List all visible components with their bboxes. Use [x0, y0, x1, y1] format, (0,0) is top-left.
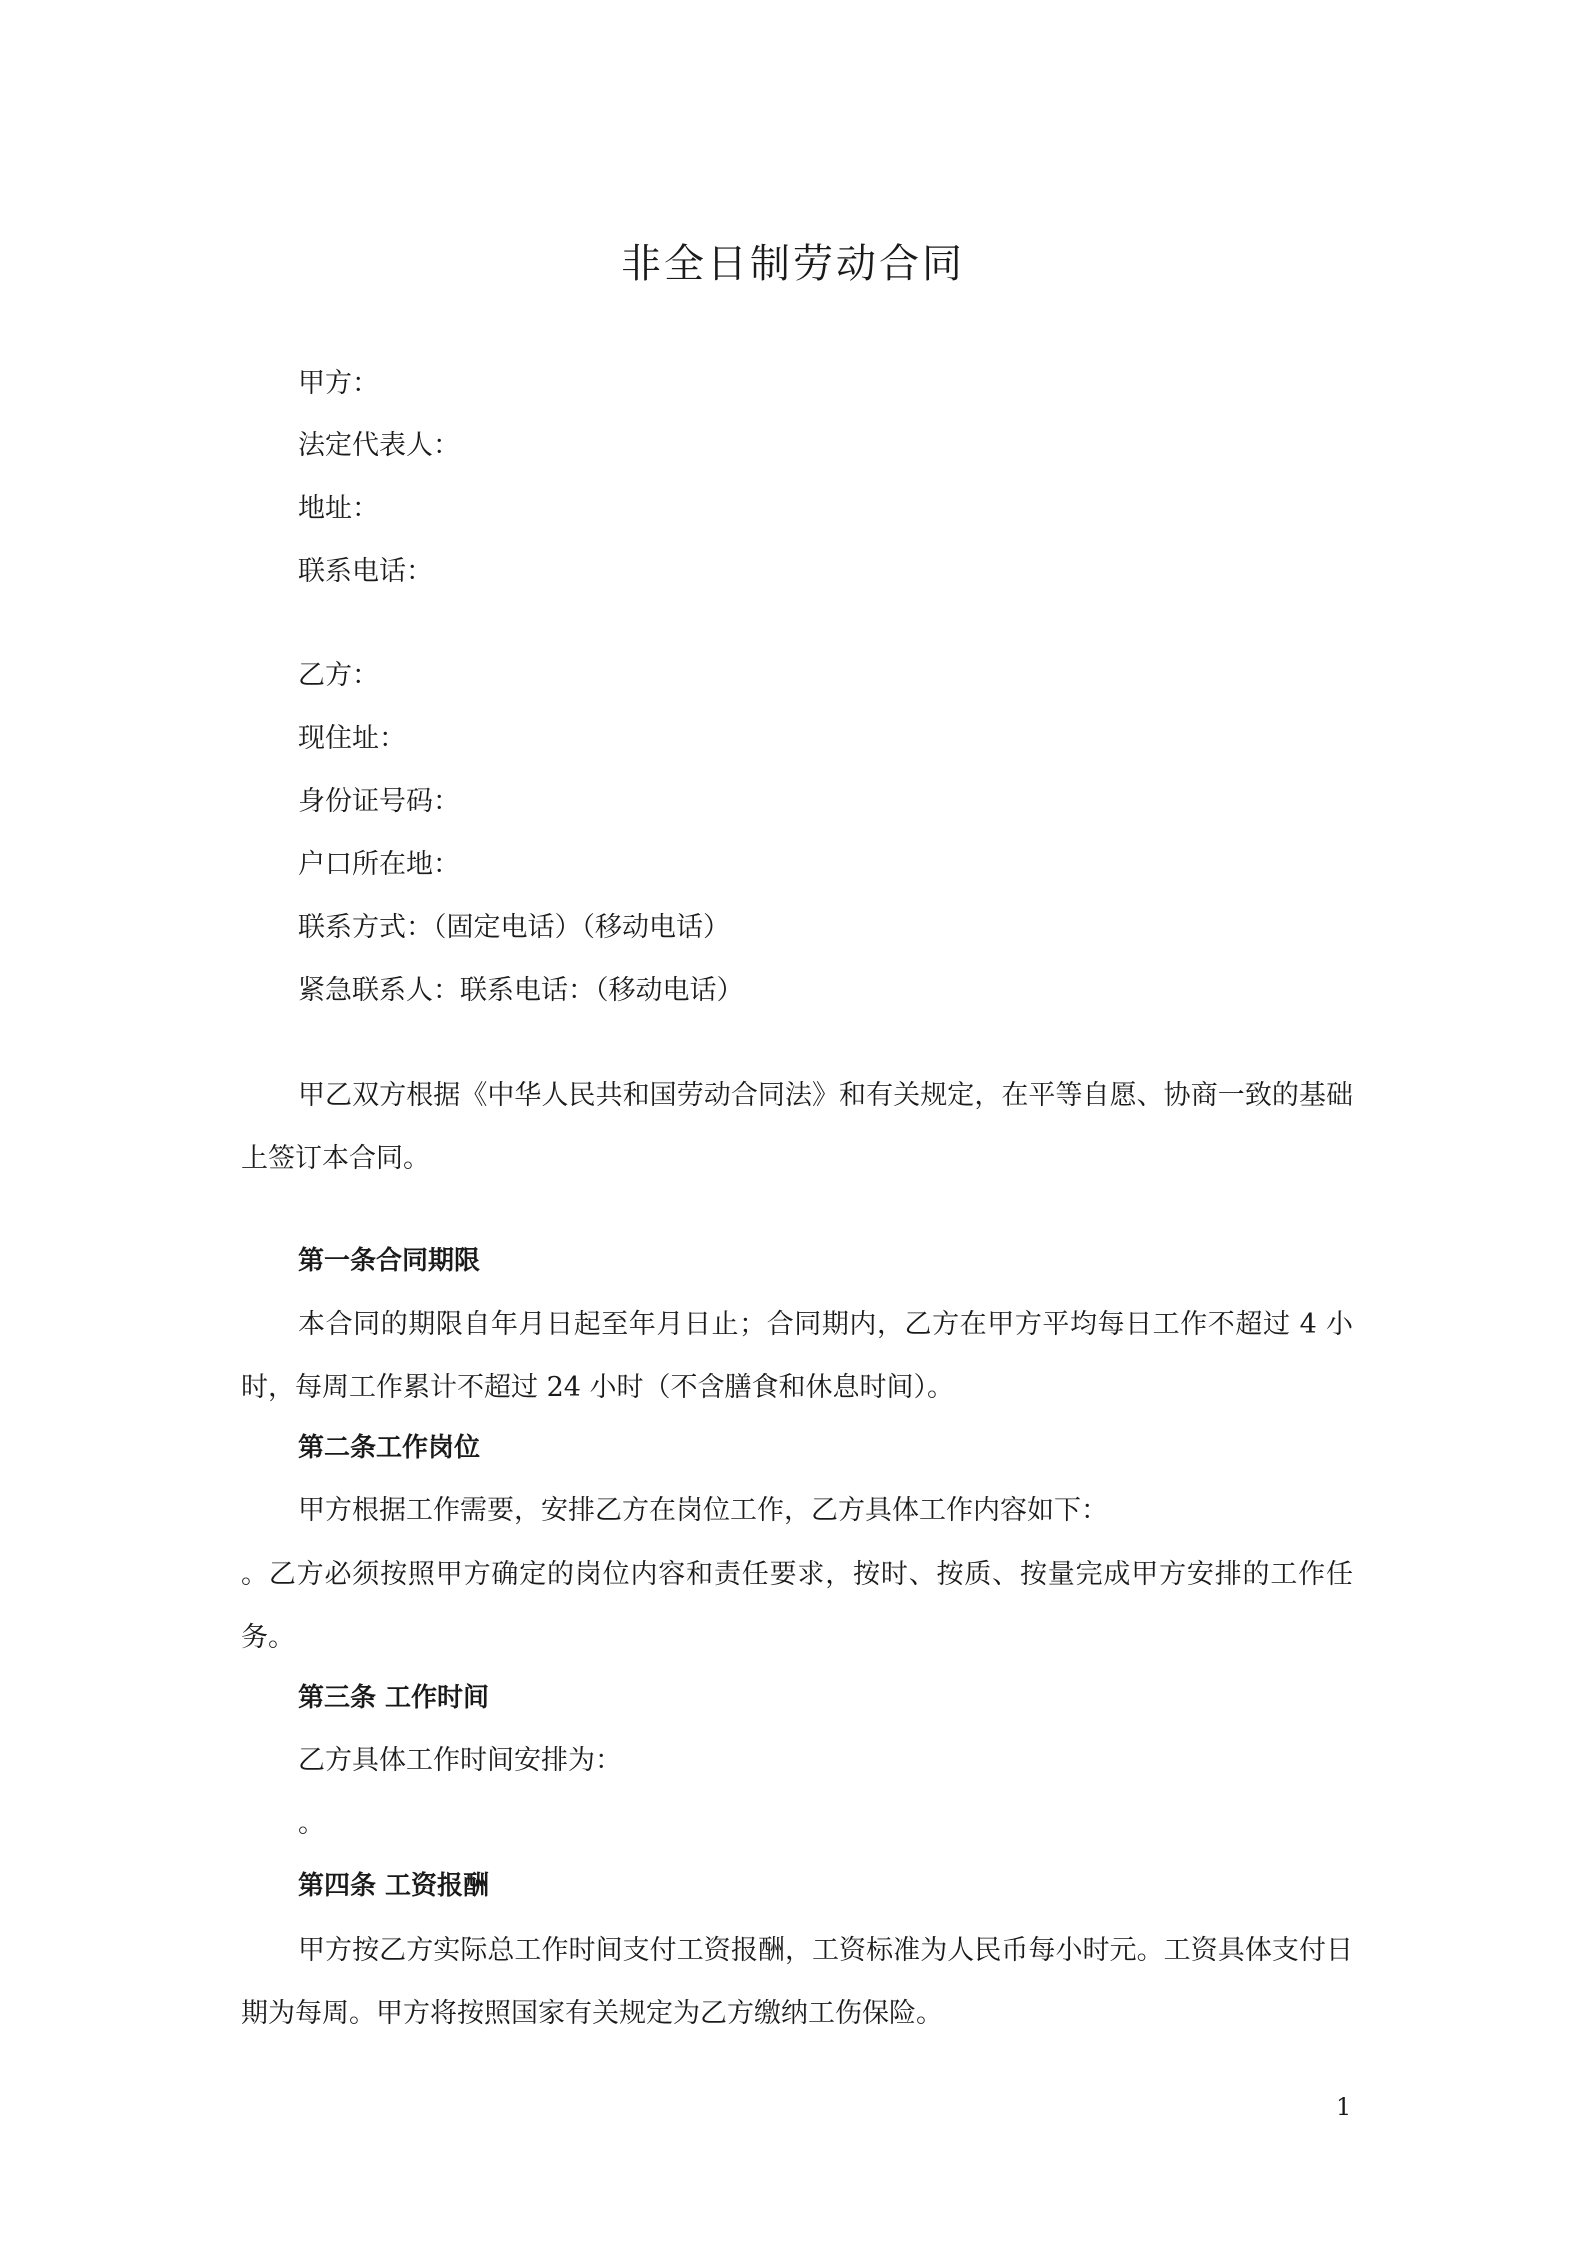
party-b-contact-label: 联系方式：（固定电话）（移动电话）: [298, 912, 730, 943]
party-b-hukou-label: 户口所在地：: [298, 849, 460, 880]
party-b-name-label: 乙方：: [298, 660, 379, 691]
article-3-heading: 第三条 工作时间: [298, 1683, 490, 1713]
party-b-current-address-label: 现住址：: [298, 723, 406, 754]
article-3-paragraph-2: 。: [298, 1808, 325, 1839]
party-b-emergency-contact-label: 紧急联系人：联系电话：（移动电话）: [298, 975, 744, 1006]
party-a-name-label: 甲方：: [298, 368, 379, 399]
article-2-paragraph-1: 甲方根据工作需要，安排乙方在岗位工作，乙方具体工作内容如下：: [298, 1495, 1108, 1526]
party-a-phone-label: 联系电话：: [298, 556, 433, 587]
article-4-heading: 第四条 工资报酬: [298, 1871, 490, 1901]
article-1-paragraph: 本合同的期限自年月日起至年月日止；合同期内，乙方在甲方平均每日工作不超过 4 小时，每周工作累计不超过 24 小时（不含膳食和休息时间）。: [241, 1309, 1353, 1403]
contract-preamble: 甲乙双方根据《中华人民共和国劳动合同法》和有关规定，在平等自愿、协商一致的基础上签订本合同。: [241, 1080, 1353, 1174]
party-b-id-number-label: 身份证号码：: [298, 786, 460, 817]
page-number: 1: [1336, 2093, 1352, 2121]
article-3-paragraph-1: 乙方具体工作时间安排为：: [298, 1745, 622, 1776]
article-1-heading: 第一条合同期限: [298, 1246, 481, 1276]
article-2-paragraph-2: 。乙方必须按照甲方确定的岗位内容和责任要求，按时、按质、按量完成甲方安排的工作任务。: [241, 1559, 1353, 1653]
document-title: 非全日制劳动合同: [621, 241, 965, 287]
party-a-legal-rep-label: 法定代表人：: [298, 430, 460, 461]
article-4-paragraph: 甲方按乙方实际总工作时间支付工资报酬，工资标准为人民币每小时元。工资具体支付日期为每周。甲方将按照国家有关规定为乙方缴纳工伤保险。: [241, 1935, 1353, 2029]
article-2-heading: 第二条工作岗位: [298, 1433, 481, 1463]
party-a-address-label: 地址：: [298, 493, 379, 524]
